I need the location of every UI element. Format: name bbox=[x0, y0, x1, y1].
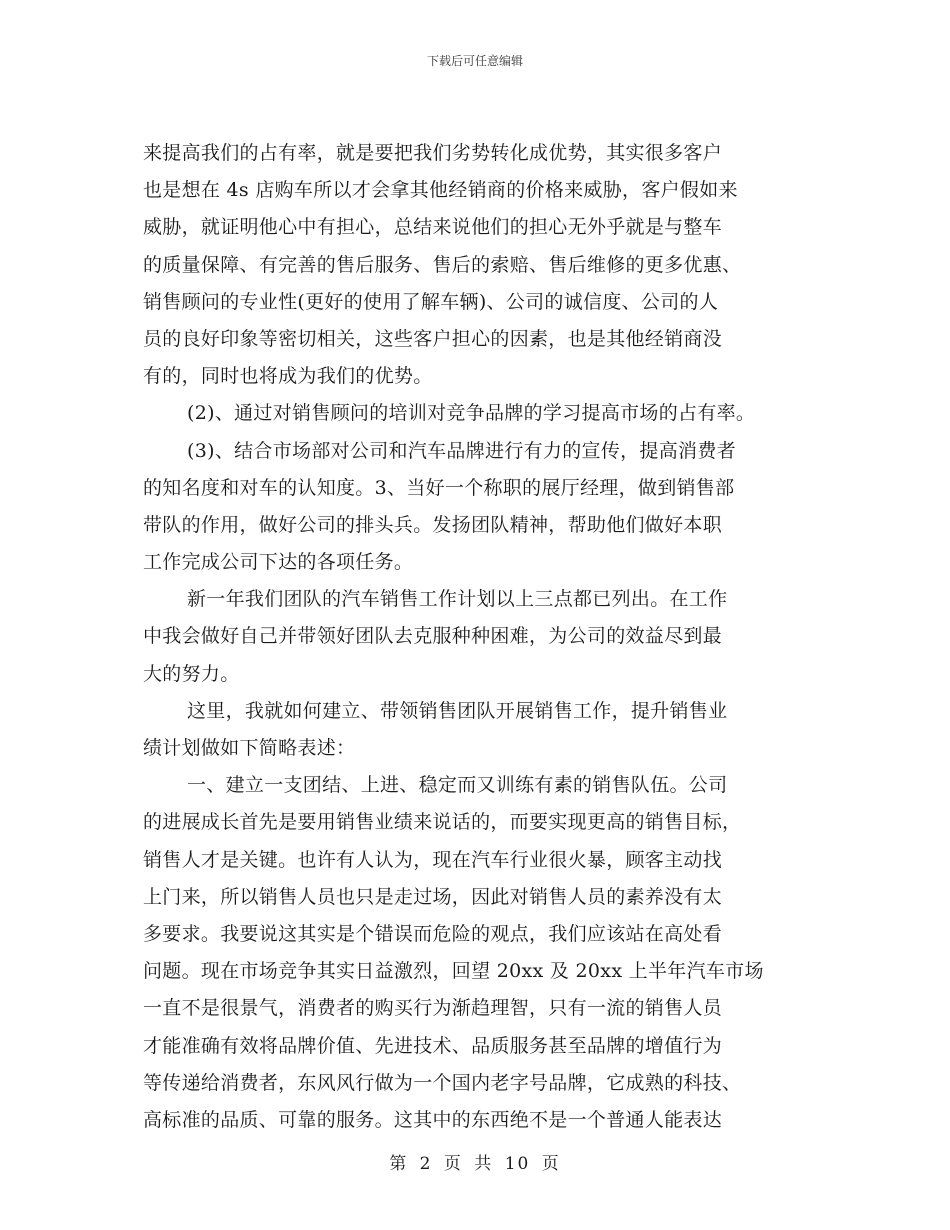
text-line: 新一年我们团队的汽车销售工作计划以上三点都已列出。在工作 bbox=[187, 588, 728, 611]
text-line: 问题。现在市场竞争其实日益激烈，回望 20xx 及 20xx 上半年汽车市场 bbox=[143, 960, 764, 983]
text-line: 带队的作用，做好公司的排头兵。发扬团队精神，帮助他们做好本职 bbox=[143, 513, 723, 536]
page-header: 下载后可任意编辑 bbox=[426, 54, 523, 68]
text-line: 销售人才是关键。也许有人认为，现在汽车行业很火暴，顾客主动找 bbox=[143, 848, 723, 871]
text-line: 这里，我就如何建立、带领销售团队开展销售工作，提升销售业 bbox=[187, 699, 728, 722]
text-line: 高标准的品质、可靠的服务。这其中的东西绝不是一个普通人能表达 bbox=[143, 1108, 723, 1131]
text-line: 有的，同时也将成为我们的优势。 bbox=[143, 365, 433, 388]
text-line: 也是想在 4s 店购车所以才会拿其他经销商的价格来威胁，客户假如来 bbox=[143, 179, 738, 202]
text-line: 来提高我们的占有率，就是要把我们劣势转化成优势，其实很多客户 bbox=[143, 142, 723, 164]
text-line: 威胁，就证明他心中有担心，总结来说他们的担心无外乎就是与整车 bbox=[143, 216, 723, 239]
text-line: 多要求。我要说这其实是个错误而危险的观点，我们应该站在高处看 bbox=[143, 922, 723, 945]
text-line: 的质量保障、有完善的售后服务、售后的索赔、售后维修的更多优惠、 bbox=[143, 253, 742, 276]
text-line: 一、建立一支团结、上进、稳定而又训练有素的销售队伍。公司 bbox=[187, 774, 728, 797]
text-line: 工作完成公司下达的各项任务。 bbox=[143, 551, 414, 574]
text-line: 一直不是很景气，消费者的购买行为渐趋理智，只有一流的销售人员 bbox=[143, 997, 723, 1020]
page-footer: 第 2 页 共 10 页 bbox=[389, 1154, 561, 1174]
text-line: (2)、通过对销售顾问的培训对竞争品牌的学习提高市场的占有率。 bbox=[187, 402, 756, 425]
text-line: (3)、结合市场部对公司和汽车品牌进行有力的宣传，提高消费者 bbox=[187, 439, 736, 462]
text-line: 才能准确有效将品牌价值、先进技术、品质服务甚至品牌的增值行为 bbox=[143, 1034, 723, 1057]
text-line: 的知名度和对车的认知度。3、当好一个称职的展厅经理，做到销售部 bbox=[143, 476, 735, 499]
text-line: 员的良好印象等密切相关，这些客户担心的因素，也是其他经销商没 bbox=[143, 327, 723, 350]
text-line: 中我会做好自己并带领好团队去克服种种困难，为公司的效益尽到最 bbox=[143, 625, 723, 648]
document-body bbox=[143, 135, 823, 1139]
text-line: 绩计划做如下简略表述： bbox=[143, 737, 356, 759]
text-line: 等传递给消费者，东风风行做为一个国内老字号品牌，它成熟的科技、 bbox=[143, 1071, 742, 1094]
text-line: 上门来，所以销售人员也只是走过场，因此对销售人员的素养没有太 bbox=[143, 885, 723, 908]
text-line: 的进展成长首先是要用销售业绩来说话的，而要实现更高的销售目标， bbox=[143, 811, 742, 834]
text-line: 大的努力。 bbox=[143, 662, 240, 685]
text-line: 销售顾问的专业性(更好的使用了解车辆)、公司的诚信度、公司的人 bbox=[143, 290, 719, 313]
